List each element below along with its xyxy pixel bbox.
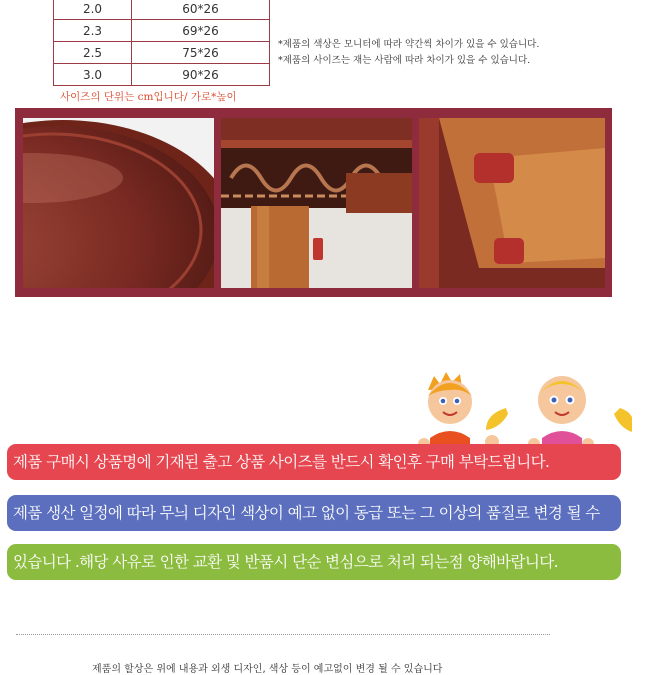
tabletop-edge-photo	[23, 118, 214, 288]
dimension-cell: 90*26	[132, 64, 270, 86]
notice-banner-design-change: 제품 생산 일정에 따라 무늬 디자인 색상이 예고 없이 동급 또는 그 이상의 품질로 변경 될 수	[7, 495, 621, 531]
notice-banner-return-policy: 있습니다 .해당 사유로 인한 교환 및 반품시 단순 변심으로 처리 되는점 양해바랍니다.	[7, 544, 621, 580]
product-photo-strip	[15, 108, 612, 297]
dimension-cell: 69*26	[132, 20, 270, 42]
size-cell: 3.0	[54, 64, 132, 86]
cartoon-children-illustration	[410, 368, 632, 450]
size-table	[53, 0, 270, 86]
unit-note: 사이즈의 단위는 cm입니다/ 가로*높이	[60, 91, 237, 103]
carved-leg-photo	[221, 118, 412, 288]
folding-hinge-photo	[419, 118, 605, 288]
size-cell: 2.3	[54, 20, 132, 42]
table-row	[54, 64, 270, 86]
dimension-cell: 60*26	[132, 0, 270, 20]
bottom-notice-text: 제품의 할상은 위에 내용과 외생 디자인, 색상 등이 예고없이 변경 될 수 있습니다	[92, 664, 443, 675]
table-row	[54, 42, 270, 64]
size-note: *제품의 사이즈는 재는 사람에 따라 차이가 있을 수 있습니다.	[278, 55, 531, 66]
size-cell: 2.0	[54, 0, 132, 20]
dotted-divider	[16, 634, 550, 635]
table-row	[54, 20, 270, 42]
color-note: *제품의 색상은 모니터에 따라 약간씩 차이가 있을 수 있습니다.	[278, 39, 540, 50]
table-row	[54, 0, 270, 20]
dimension-cell: 75*26	[132, 42, 270, 64]
size-cell: 2.5	[54, 42, 132, 64]
notice-banner-size-check: 제품 구매시 상품명에 기재된 출고 상품 사이즈를 반드시 확인후 구매 부탁드립니다.	[7, 444, 621, 480]
